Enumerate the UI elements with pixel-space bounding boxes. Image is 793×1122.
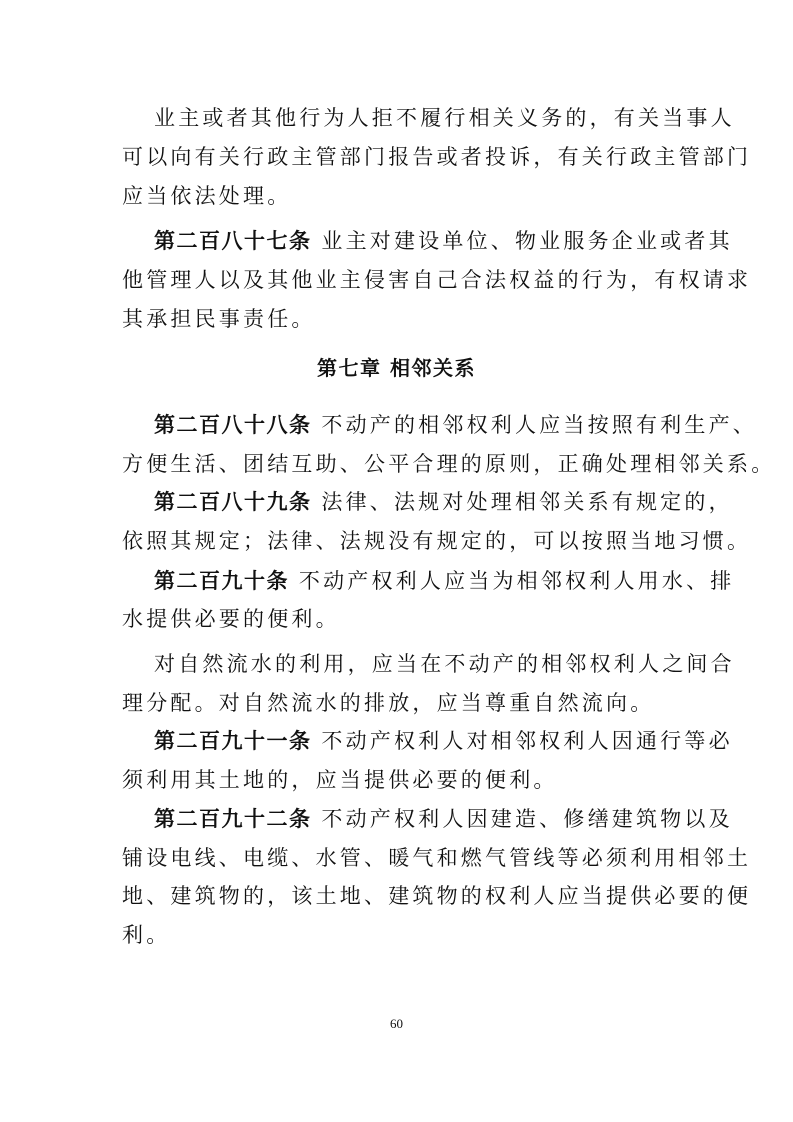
- body-line: 应当依法处理。: [122, 184, 292, 208]
- article-number: 第二百八十九条: [154, 490, 312, 514]
- article-287-line: 第二百八十七条 业主对建设单位、物业服务企业或者其: [154, 229, 733, 253]
- body-line: 理分配。对自然流水的排放，应当尊重自然流向。: [122, 691, 655, 715]
- article-number: 第二百八十八条: [154, 413, 312, 437]
- body-line: 须利用其土地的，应当提供必要的便利。: [122, 768, 558, 792]
- body-line: 地、建筑物的，该土地、建筑物的权利人应当提供必要的便: [122, 884, 752, 908]
- body-line: 方便生活、团结互助、公平合理的原则，正确处理相邻关系。: [122, 452, 776, 476]
- page-number: 60: [390, 1016, 403, 1031]
- body-line: 他管理人以及其他业主侵害自己合法权益的行为，有权请求: [122, 268, 752, 292]
- body-line: 对自然流水的利用，应当在不动产的相邻权利人之间合: [154, 652, 735, 676]
- article-292-line: 第二百九十二条 不动产权利人因建造、修缮建筑物以及: [154, 807, 733, 831]
- article-291-line: 第二百九十一条 不动产权利人对相邻权利人因通行等必: [154, 729, 733, 753]
- article-290-line: 第二百九十条 不动产权利人应当为相邻权利人用水、排: [154, 569, 735, 593]
- article-289-line: 第二百八十九条 法律、法规对处理相邻关系有规定的，: [154, 490, 733, 514]
- body-line: 可以向有关行政主管部门报告或者投诉，有关行政主管部门: [122, 145, 752, 169]
- article-number: 第二百九十一条: [154, 729, 312, 753]
- body-line: 利。: [122, 923, 171, 947]
- body-line: 铺设电线、电缆、水管、暖气和燃气管线等必须利用相邻土: [122, 846, 752, 870]
- body-line: 其承担民事责任。: [122, 307, 316, 331]
- article-number: 第二百九十二条: [154, 807, 312, 831]
- article-number: 第二百九十条: [154, 569, 289, 593]
- chapter-title: 第七章 相邻关系: [317, 356, 476, 380]
- article-number: 第二百八十七条: [154, 229, 312, 253]
- body-line: 依照其规定；法律、法规没有规定的，可以按照当地习惯。: [122, 529, 752, 553]
- body-line: 水提供必要的便利。: [122, 607, 340, 631]
- article-288-line: 第二百八十八条 不动产的相邻权利人应当按照有利生产、: [154, 413, 757, 437]
- body-line: 业主或者其他行为人拒不履行相关义务的，有关当事人: [154, 106, 735, 130]
